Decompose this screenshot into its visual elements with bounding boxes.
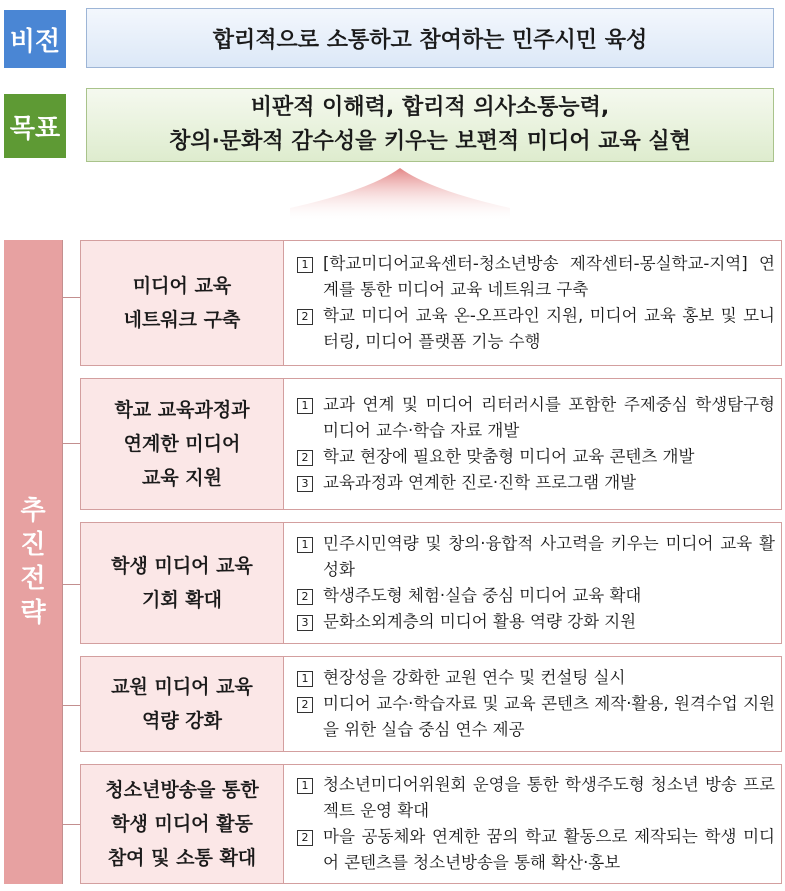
strategy-title-line: 학생 미디어 활동: [111, 813, 253, 835]
row-connector: [62, 584, 80, 585]
strategy-item: [295, 531, 775, 583]
strategy-connector-line: [62, 240, 63, 884]
strategy-title-line: 미디어 교육: [132, 275, 232, 297]
strategy-tag: [4, 240, 62, 884]
strategy-items: [295, 241, 775, 365]
strategy-items: [295, 379, 775, 509]
strategy-items: [295, 657, 775, 751]
strategy-item: [295, 303, 775, 355]
row-connector: [62, 297, 80, 298]
strategy-row-curriculum: [80, 378, 782, 510]
item-number: 1: [297, 537, 313, 553]
strategy-title-line: 역량 강화: [141, 710, 223, 732]
item-number: 3: [297, 615, 313, 631]
item-number: 1: [297, 398, 313, 414]
strategy-item: [295, 583, 775, 609]
item-text: 민주시민역량 및 창의·융합적 사고력을 키우는 미디어 교육 활성화: [323, 534, 775, 579]
vision-tag: [4, 10, 66, 68]
vision-tag-label: 비전: [9, 26, 61, 57]
strategy-title-line: 기회 확대: [141, 589, 223, 611]
strategy-tag-char: 진: [20, 530, 46, 560]
strategy-row-student: [80, 522, 782, 644]
goal-line-2: 창의·문화적 감수성을 키우는 보편적 미디어 교육 실현: [169, 129, 691, 154]
item-number: 1: [297, 671, 313, 687]
item-number: 3: [297, 476, 313, 492]
row-connector: [62, 824, 80, 825]
strategy-item: [295, 251, 775, 303]
strategy-item: [295, 609, 775, 635]
strategy-tag-char: 략: [20, 598, 46, 628]
strategy-title-line: 참여 및 소통 확대: [107, 847, 257, 869]
strategy-items: [295, 765, 775, 883]
strategy-item: [295, 824, 775, 876]
strategy-title: [81, 523, 284, 643]
goal-line-1: 비판적 이해력, 합리적 의사소통능력,: [250, 95, 610, 120]
strategy-item: [295, 392, 775, 444]
strategy-item: [295, 665, 775, 691]
strategy-item: [295, 772, 775, 824]
strategy-title-line: 학생 미디어 교육: [111, 555, 253, 577]
item-number: 2: [297, 830, 313, 846]
item-text: 교과 연계 및 미디어 리터러시를 포함한 주제중심 학생탐구형 미디어 교수·학습 자료 개발: [323, 395, 775, 440]
strategy-title-line: 연계한 미디어: [123, 433, 241, 455]
item-text: 마을 공동체와 연계한 꿈의 학교 활동으로 제작되는 학생 미디어 콘텐츠를 청소년방송을 통해 확산·홍보: [323, 827, 775, 872]
goal-tag: [4, 94, 66, 158]
strategy-title-line: 네트워크 구축: [123, 309, 241, 331]
item-number: 1: [297, 778, 313, 794]
item-text: 학교 현장에 필요한 맞춤형 미디어 교육 콘텐츠 개발: [323, 447, 695, 466]
strategy-title-line: 학교 교육과정과: [114, 399, 250, 421]
strategy-title-line: 청소년방송을 통한: [105, 779, 259, 801]
strategy-title: [81, 657, 284, 751]
strategy-item: [295, 470, 775, 496]
strategy-tag-char: 추: [20, 496, 46, 526]
row-connector: [62, 443, 80, 444]
up-arrow-icon: [290, 168, 510, 220]
strategy-row-teacher: [80, 656, 782, 752]
item-number: 2: [297, 309, 313, 325]
strategy-title-line: 교육 지원: [141, 467, 223, 489]
strategy-row-network: [80, 240, 782, 366]
item-text: 청소년미디어위원회 운영을 통한 학생주도형 청소년 방송 프로젝트 운영 확대: [323, 775, 775, 820]
strategy-item: [295, 691, 775, 743]
strategy-title: [81, 241, 284, 365]
item-text: 문화소외계층의 미디어 활용 역량 강화 지원: [323, 612, 637, 631]
strategy-items: [295, 523, 775, 643]
goal-tag-label: 목표: [9, 113, 61, 144]
item-number: 2: [297, 589, 313, 605]
goal-box: [86, 88, 774, 162]
strategy-row-broadcast: [80, 764, 782, 884]
strategy-title: [81, 765, 284, 883]
vision-text: 합리적으로 소통하고 참여하는 민주시민 육성: [212, 27, 648, 53]
item-text: [학교미디어교육센터-청소년방송 제작센터-몽실학교-지역] 연계를 통한 미디어 교육 네트워크 구축: [323, 254, 775, 299]
item-number: 2: [297, 697, 313, 713]
strategy-title-line: 교원 미디어 교육: [111, 676, 253, 698]
row-connector: [62, 705, 80, 706]
vision-box: [86, 8, 774, 68]
strategy-title: [81, 379, 284, 509]
item-text: 현장성을 강화한 교원 연수 및 컨설팅 실시: [323, 668, 626, 687]
item-number: 2: [297, 450, 313, 466]
item-number: 1: [297, 257, 313, 273]
strategy-item: [295, 444, 775, 470]
item-text: 학생주도형 체험·실습 중심 미디어 교육 확대: [323, 586, 642, 605]
item-text: 미디어 교수·학습자료 및 교육 콘텐츠 제작·활용, 원격수업 지원을 위한 실습 중심 연수 제공: [323, 694, 775, 739]
item-text: 학교 미디어 교육 온-오프라인 지원, 미디어 교육 홍보 및 모니터링, 미디어 플랫폼 기능 수행: [323, 306, 775, 351]
item-text: 교육과정과 연계한 진로·진학 프로그램 개발: [323, 473, 637, 492]
strategy-tag-char: 전: [20, 564, 46, 594]
